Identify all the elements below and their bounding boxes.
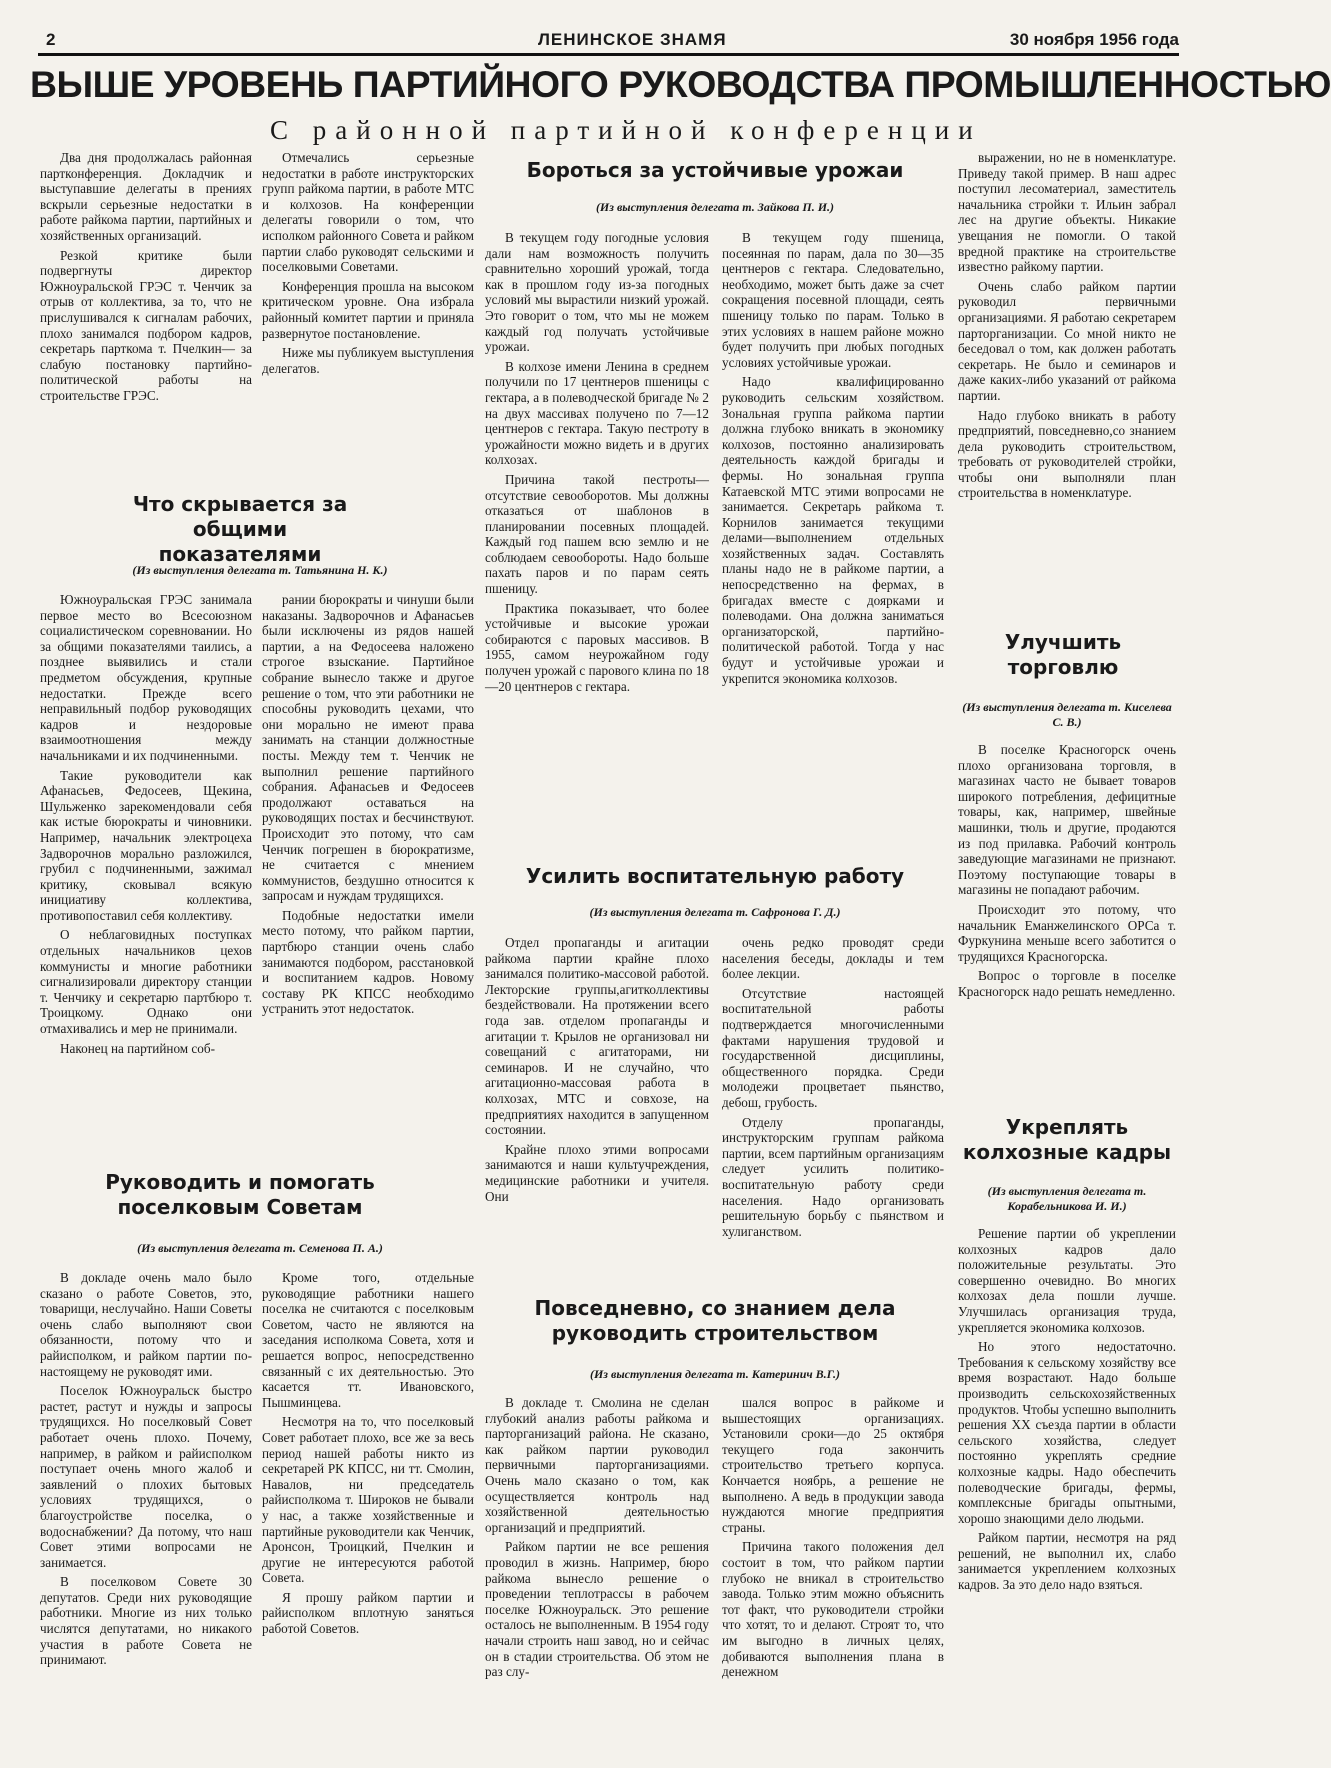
paragraph: шался вопрос в райкоме и вышестоящих организациях. Установили сроки—до 25 октября текущего года закончить строительство третьего корпуса. Кончается ноябрь, а решение не выполнено. А ведь в продукции завода нуждаются многие предприятия страны. [722,1395,944,1535]
paragraph: В колхозе имени Ленина в среднем получили по 17 центнеров пшеницы с гектара, а в полеводческой бригаде № 2 на двух массивах получено по 7—12 центнеров с гектара. Такую пестроту в урожайности можно видеть и в других колхозах. [485,358,709,468]
paragraph: Вопрос о торговле в поселке Красногорск надо решать немедленно. [958,968,1176,999]
issue-date: 30 ноября 1956 года [1009,30,1179,49]
intro-col2 [262,150,474,470]
paragraph: Такие руководители как Афанасьев, Федосеев, Щекина, Шульженко зарекомендовали себя как истые бюрократы и чиновники. Например, начальник электроцеха Задворочнов морально разложился, грубил с подчиненными, зажимал критику, сковывал всякую инициативу коллектива, противопоставил себя коллективу. [40,767,252,923]
paragraph: Подобные недостатки имели место потому, что райком партии, партбюро станции очень слабо занимаются подбором, расстановкой и воспитанием кадров. Новому составу РК КПСС необходимо устранить этот недостаток. [262,907,474,1017]
semenov-col2 [262,1270,474,1760]
zaikov-col2 [722,230,944,850]
paragraph: Отмечались серьезные недостатки в работе инструкторских групп райкома партии, в работе МТС и колхозов. На конференции делегаты говорили о том, что исполком районного Совета и райком партии слабо руководят сельскими и поселковыми Советами. [262,150,474,275]
katerinich-col1 [485,1395,709,1763]
paragraph: В докладе т. Смолина не сделан глубокий анализ работы райкома и парторганизаций района. Не сказано, как райком партии руководил первичными парторганизациями. Очень мало сказано о том, как осуществляется контроль над хозяйственной деятельностью организаций и предприятий. [485,1395,709,1535]
paragraph: В поселковом Совете 30 депутатов. Среди них руководящие работники. Многие из них только числятся депутатами, но никакого участия в работе Совета не принимают. [40,1574,252,1668]
article-title-korabelnikov: Укреплять колхозные кадры [962,1115,1172,1164]
paragraph: Два дня продолжалась районная партконференция. Докладчик и выступавшие делегаты в прениях вскрыли серьезные недостатки в работе райкома партии, партийных и хозяйственных организаций. [40,150,252,243]
paragraph: Я прошу райком партии и райисполком вплотную заняться работой Советов. [262,1589,474,1637]
paragraph: Конференция прошла на высоком критическом уровне. Она избрала районный комитет партии и приняла развернутое постановление. [262,278,474,341]
article-byline-korabelnikov: (Из выступления делегата т. Корабельникова И. И.) [987,1184,1147,1213]
paragraph: В докладе очень мало было сказано о работе Советов, это, товарищи, неслучайно. Наши Советы очень слабо выполняют свои обязанности, потому что и райисполком, и райком партии по-настоящему не руководят ими. [40,1270,252,1379]
paragraph: О неблаговидных поступках отдельных начальников цехов коммунисты и многие работники сигнализировали директору станции т. Ченчику и секретарю партбюро т. Троицкому. Однако они отмахивались и мер не принимали. [40,927,252,1037]
paragraph: В поселке Красногорск очень плохо организована торговля, в магазинах часто не бывает товаров широкого потребления, дефицитные товары, как, например, швейные машинки, тюль и другие, продаются из под прилавка. Рабочий контроль заведующие магазинами не признают. Поэтому поступающие товары в магазины не попадают рабочим. [958,742,1176,898]
katerinich-col2 [722,1395,944,1763]
paragraph: Надо глубоко вникать в работу предприятий, повседневно,со знанием дела руководить строительством, требовать от руководителей стройки, чтобы они выполняли план строительства в номенклатуре. [958,407,1176,501]
paragraph: Надо квалифицированно руководить сельским хозяйством. Зональная группа райкома партии должна глубоко вникать в экономику колхозов, постоянно анализировать деятельность каждой бригады и фермы. Но зональная группа Катаевской МТС этими вопросами не занимается. Секретарь райкома т. Корнилов занимается текущими делами—выполнением отдельных хозяйственных задач. Составлять планы надо не в райкоме партии, а непосредственно на фермах, в бригадах вместе с доярками и полеводами. Она должна заниматься организаторской, партийно-политической работой. Тогда у нас будут и устойчивые урожаи и укрепится экономика колхозов. [722,374,944,686]
paragraph: Отсутствие настоящей воспитательной работы подтверждается многочисленными фактами нарушения трудовой и государственной дисциплины, общественного порядка. Среди молодежи процветает пьянство, дебош, грубость. [722,985,944,1110]
article-byline-safronov: (Из выступления делегата т. Сафронова Г. Д.) [589,905,841,919]
paragraph: Наконец на партийном соб- [60,1040,215,1056]
paragraph: Поселок Южноуральск быстро растет, растут и нужды и запросы трудящихся. Но поселковый Совет работает очень плохо. Почему, например, в райком и райисполком поступает очень много жалоб и заявлений о плохих бытовых условиях трудящихся, о благоустройстве поселка, о водоснабжении? Да потому, что наш Совет этими вопросами не занимается. [40,1383,252,1570]
paragraph: Причина такой пестроты— отсутствие севооборотов. Мы должны отказаться от шаблонов в планировании посевных площадей. Каждый год пашем всю землю и не соблюдаем севообороты. Надо больше пахать паров и по парам сеять пшеницу. [485,471,709,597]
article-title-katerinich: Повседневно, со знанием дела руководить строительством [534,1296,896,1345]
article-byline-tatyanin: (Из выступления делегата т. Татьянина Н. К.) [132,563,388,577]
paragraph: Южноуральская ГРЭС занимала первое место во Всесоюзном социалистическом соревновании. Но за общими показателями таились, а позднее выявились и стали предметом обсуждения, крупные недостатки. Прежде всего неправильный подбор руководящих кадров и нездоровые взаимоотношения между начальниками и их подчиненными. [40,592,252,763]
article-title-tatyanin: Что скрывается за общими показателями [132,492,348,566]
page-number: 2 [46,30,56,49]
article-title-safronov: Усилить воспитательную работу [525,864,905,888]
article-byline-zaikov: (Из выступления делегата т. Зайкова П. И.) [595,200,835,214]
paragraph: Отделу пропаганды, инструкторским группам райкома партии, всем партийным организациям следует усилить политико-воспитательную работу среди населения. Надо организовать решительную борьбу с пьянством и хулиганством. [722,1114,944,1239]
masthead-rule [38,53,1179,56]
paragraph: очень редко проводят среди населения беседы, доклады и тем более лекции. [722,935,944,982]
katerinich-col3 [958,150,1176,620]
semenov-col1 [40,1270,252,1760]
tatyanin-col2 [262,592,474,1134]
paragraph: Причина такого положения дел состоит в том, что райком партии глубоко не вникал в строительство завода. Только этим можно объяснить тот факт, что руководители стройки что хотят, то и делают. Строят то, что им выгодно в личных целях, добиваются выполнения плана в денежном [722,1539,944,1680]
paragraph: рании бюрократы и чинуши были наказаны. Задворочнов и Афанасьев были исключены из рядов нашей партии, а на Федосеева наложено строгое взыскание. Партийное собрание вынесло также и другое решение о том, что эти работники не способны руководить цехами, что они морально не имеют права занимать на станции должностные посты. Между тем т. Ченчик не выполнил решение партийного собрания. Афанасьев и Федосеев продолжают оставаться на руководящих постах и бесчинствуют. Происходит это потому, что сам Ченчик погрешен в бюрократизме, не считается с мнением коммунистов, бездушно относится к запросам и нуждам трудящихся. [262,592,474,904]
intro-col1 [40,150,252,470]
safronov-col1 [485,935,709,1280]
paragraph: Резкой критике были подвергнуты директор Южноуральской ГРЭС т. Ченчик за отрыв от коллектива, за то, что не прислушивался к сигналам рабочих, плохо занимался подбором кадров, секретарь парткома т. Пчелкин— за слабую постановку партийно-политической работы на строительстве ГРЭС. [40,247,252,403]
paragraph: Крайне плохо этими вопросами занимаются и наши культучреждения, медицинские работники и учителя. Они [485,1141,709,1204]
paragraph: В текущем году пшеница, посеянная по парам, дала по 30—35 центнеров с гектара. Следовательно, необходимо, может быть даже за счет сокращения посевной площади, сеять пшеницу только по парам. Только в этих условиях в нашем районе можно будет получить при любых погодных условиях устойчивые урожаи. [722,230,944,370]
tatyanin-col1 [40,592,252,1134]
paragraph: В текущем году погодные условия дали нам возможность получить сравнительно хороший урожай, тогда как в прошлом году из-за погодных условий мы вырастили низкий урожай. Это говорит о том, что мы не можем каждый год получать устойчивые урожаи. [485,230,709,355]
paragraph: Райком партии, несмотря на ряд решений, не выполнил их, слабо занимается укреплением колхозных кадров. За это дело надо взяться. [958,1530,1176,1593]
article-byline-katerinich: (Из выступления делегата т. Катеринич В.Г.) [589,1367,841,1381]
paragraph: Но этого недостаточно. Требования к сельскому хозяйству все время возрастают. Надо больше производить сельскохозяйственных продуктов. Чтобы успешно выполнить решения XX съезда партии в области сельского хозяйства, следует постоянно укреплять средние колхозные кадры. Надо обеспечить полеводческие бригады, фермы, комплексные бригады опытными, хорошо знающими дело людьми. [958,1339,1176,1526]
paragraph: Райком партии не все решения проводил в жизнь. Например, бюро райкома вынесло решение о проведении теплотрассы в рабочем поселке Южноуральск. Это решение осталось не выполненным. В 1954 году начали строить наш завод, но и сейчас он в стадии строительства. Об этом не раз слу- [485,1539,709,1680]
article-byline-kiselev: (Из выступления делегата т. Киселева С. В.) [962,700,1172,729]
article-title-semenov: Руководить и помогать поселковым Советам [105,1170,375,1219]
kiselev-text [958,742,1176,1072]
masthead [38,30,1179,54]
paragraph: Решение партии об укреплении колхозных кадров дало положительные результаты. Это совершенно очевидно. Во многих колхозах дела пошли лучше. Улучшилась организация труда, укрепляется экономика колхозов. [958,1226,1176,1335]
paragraph: Происходит это потому, что начальник Еманжелинского ОРСа т. Фуркунина меньше всего заботится о трудящихся Красногорска. [958,901,1176,964]
safronov-col2 [722,935,944,1280]
korabelnikov-text [958,1226,1176,1762]
paragraph: Отдел пропаганды и агитации райкома партии крайне плохо занимался политико-массовой работой. Лекторские группы,агитколлективы бездействовали. На протяжении всего года зав. отделом пропаганды и агитации т. Крылов не организовал ни совещаний с агитаторами, ни семинаров. И не случайно, что агитационно-массовая работа в колхозах, МТС и совхозе, на предприятиях находится в запущенном состоянии. [485,935,709,1138]
paragraph: Кроме того, отдельные руководящие работники нашего поселка не считаются с поселковым Советом, часто не являются на заседания исполкома Совета, хотя и решается вопрос, непосредственно связанный с их деятельностью. Это касается тт. Ивановского, Пышминцева. [262,1270,474,1410]
page-headline: ВЫШЕ УРОВЕНЬ ПАРТИЙНОГО РУКОВОДСТВА ПРОМЫШЛЕННОСТЬЮ [30,64,1331,105]
zaikov-col1 [485,230,709,850]
article-byline-semenov: (Из выступления делегата т. Семенова П. А.) [137,1241,383,1255]
page-subhead: С районной партийной конференции [270,115,982,145]
paragraph: Несмотря на то, что поселковый Совет работает плохо, все же за весь период нашей работы никто из секретарей РК КПСС, ни тт. Смолин, Навалов, ни председатель райисполкома т. Широков не бывали у нас, а также хозяйственные и партийные руководители как Ченчик, Аронсон, Троицкий, Пчелкин и другие не интересуются работой Совета. [262,1414,474,1586]
paragraph: Очень слабо райком партии руководил первичными организациями. Я работаю секретарем парторганизации. Со мной никто не беседовал о том, как должен работать секретарь. Не было и семинаров и даже каких-либо указаний от райкома партии. [958,278,1176,403]
paragraph: выражении, но не в номенклатуре. Приведу такой пример. В наш адрес поступил лесоматериал, заместитель начальника стройки т. Ильин забрал лес на другие объекты. Никакие увещания не помогли. О такой вредной практике на строительстве известно райкому партии. [958,150,1176,275]
paragraph: Ниже мы публикуем выступления делегатов. [262,345,474,376]
article-title-kiselev: Улучшить торговлю [1004,630,1122,679]
newspaper-name: ЛЕНИНСКОЕ ЗНАМЯ [538,30,727,49]
paragraph: Практика показывает, что более устойчивые и высокие урожаи собираются с паровых массивов. В 1955, самом неурожайном году получен урожай с парового клина по 18—20 центнеров с гектара. [485,600,709,694]
article-title-zaikov: Бороться за устойчивые урожаи [526,158,904,182]
